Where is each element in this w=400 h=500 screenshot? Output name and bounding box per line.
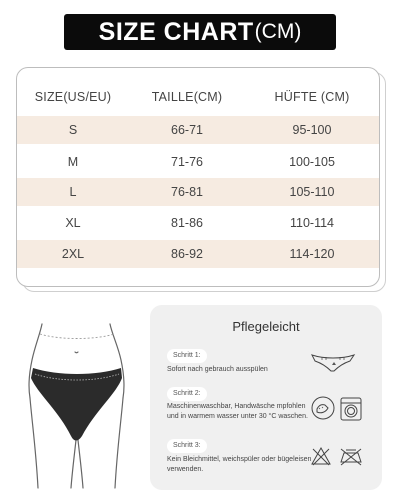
cell-size: XL — [65, 216, 81, 230]
size-table — [16, 67, 380, 287]
cell-size: M — [67, 155, 79, 169]
title-unit: (CM) — [254, 20, 302, 43]
cell-hip: 95-100 — [292, 123, 332, 137]
cell-waist: 86-92 — [171, 247, 203, 261]
header-waist: TAILLE(CM) — [151, 90, 223, 104]
garment-shape — [31, 368, 122, 441]
table-row — [17, 209, 379, 237]
step-text: Kein Bleichmittel, weichspüler oder bügeleisen verwenden. — [167, 456, 312, 473]
cell-waist: 71-76 — [171, 155, 203, 169]
step-text: Sofort nach gebrauch ausspülen — [167, 366, 268, 373]
cell-hip: 114-120 — [289, 247, 335, 261]
cell-hip: 110-114 — [289, 216, 335, 230]
washing-machine-icon — [340, 397, 362, 421]
care-panel — [150, 305, 382, 490]
table-row — [17, 116, 379, 144]
step-badge: Schritt 3: — [167, 439, 207, 453]
care-title: Pflegeleicht — [232, 319, 300, 334]
table-row — [17, 148, 379, 176]
size-chart-title-banner — [64, 14, 336, 50]
step-badge: Schritt 2: — [167, 387, 207, 401]
no-bleach-icon — [310, 445, 332, 467]
cell-size: 2XL — [61, 247, 85, 261]
cell-hip: 100-105 — [289, 155, 335, 169]
table-row — [17, 178, 379, 206]
table-header-row — [17, 83, 379, 111]
table-row — [17, 240, 379, 268]
step-badge: Schritt 1: — [167, 349, 207, 363]
cell-waist: 76-81 — [171, 185, 203, 199]
cell-waist: 66-71 — [171, 123, 203, 137]
step-text: Maschinenwaschbar, Handwäsche mpfohlen und in warmem wasser unter 30 °C waschen. — [167, 403, 308, 420]
cell-size: S — [68, 123, 78, 137]
no-iron-icon — [338, 447, 364, 467]
cell-hip: 105-110 — [289, 185, 335, 199]
title-text: SIZE CHART — [98, 17, 254, 46]
cell-waist: 81-86 — [171, 216, 203, 230]
hand-wash-icon — [310, 395, 336, 421]
rinse-briefs-icon — [310, 351, 356, 373]
header-size: SIZE(US/EU) — [34, 90, 112, 104]
body-illustration — [18, 312, 136, 490]
cell-size: L — [69, 185, 77, 199]
header-hip: HÜFTE (CM) — [274, 90, 350, 104]
